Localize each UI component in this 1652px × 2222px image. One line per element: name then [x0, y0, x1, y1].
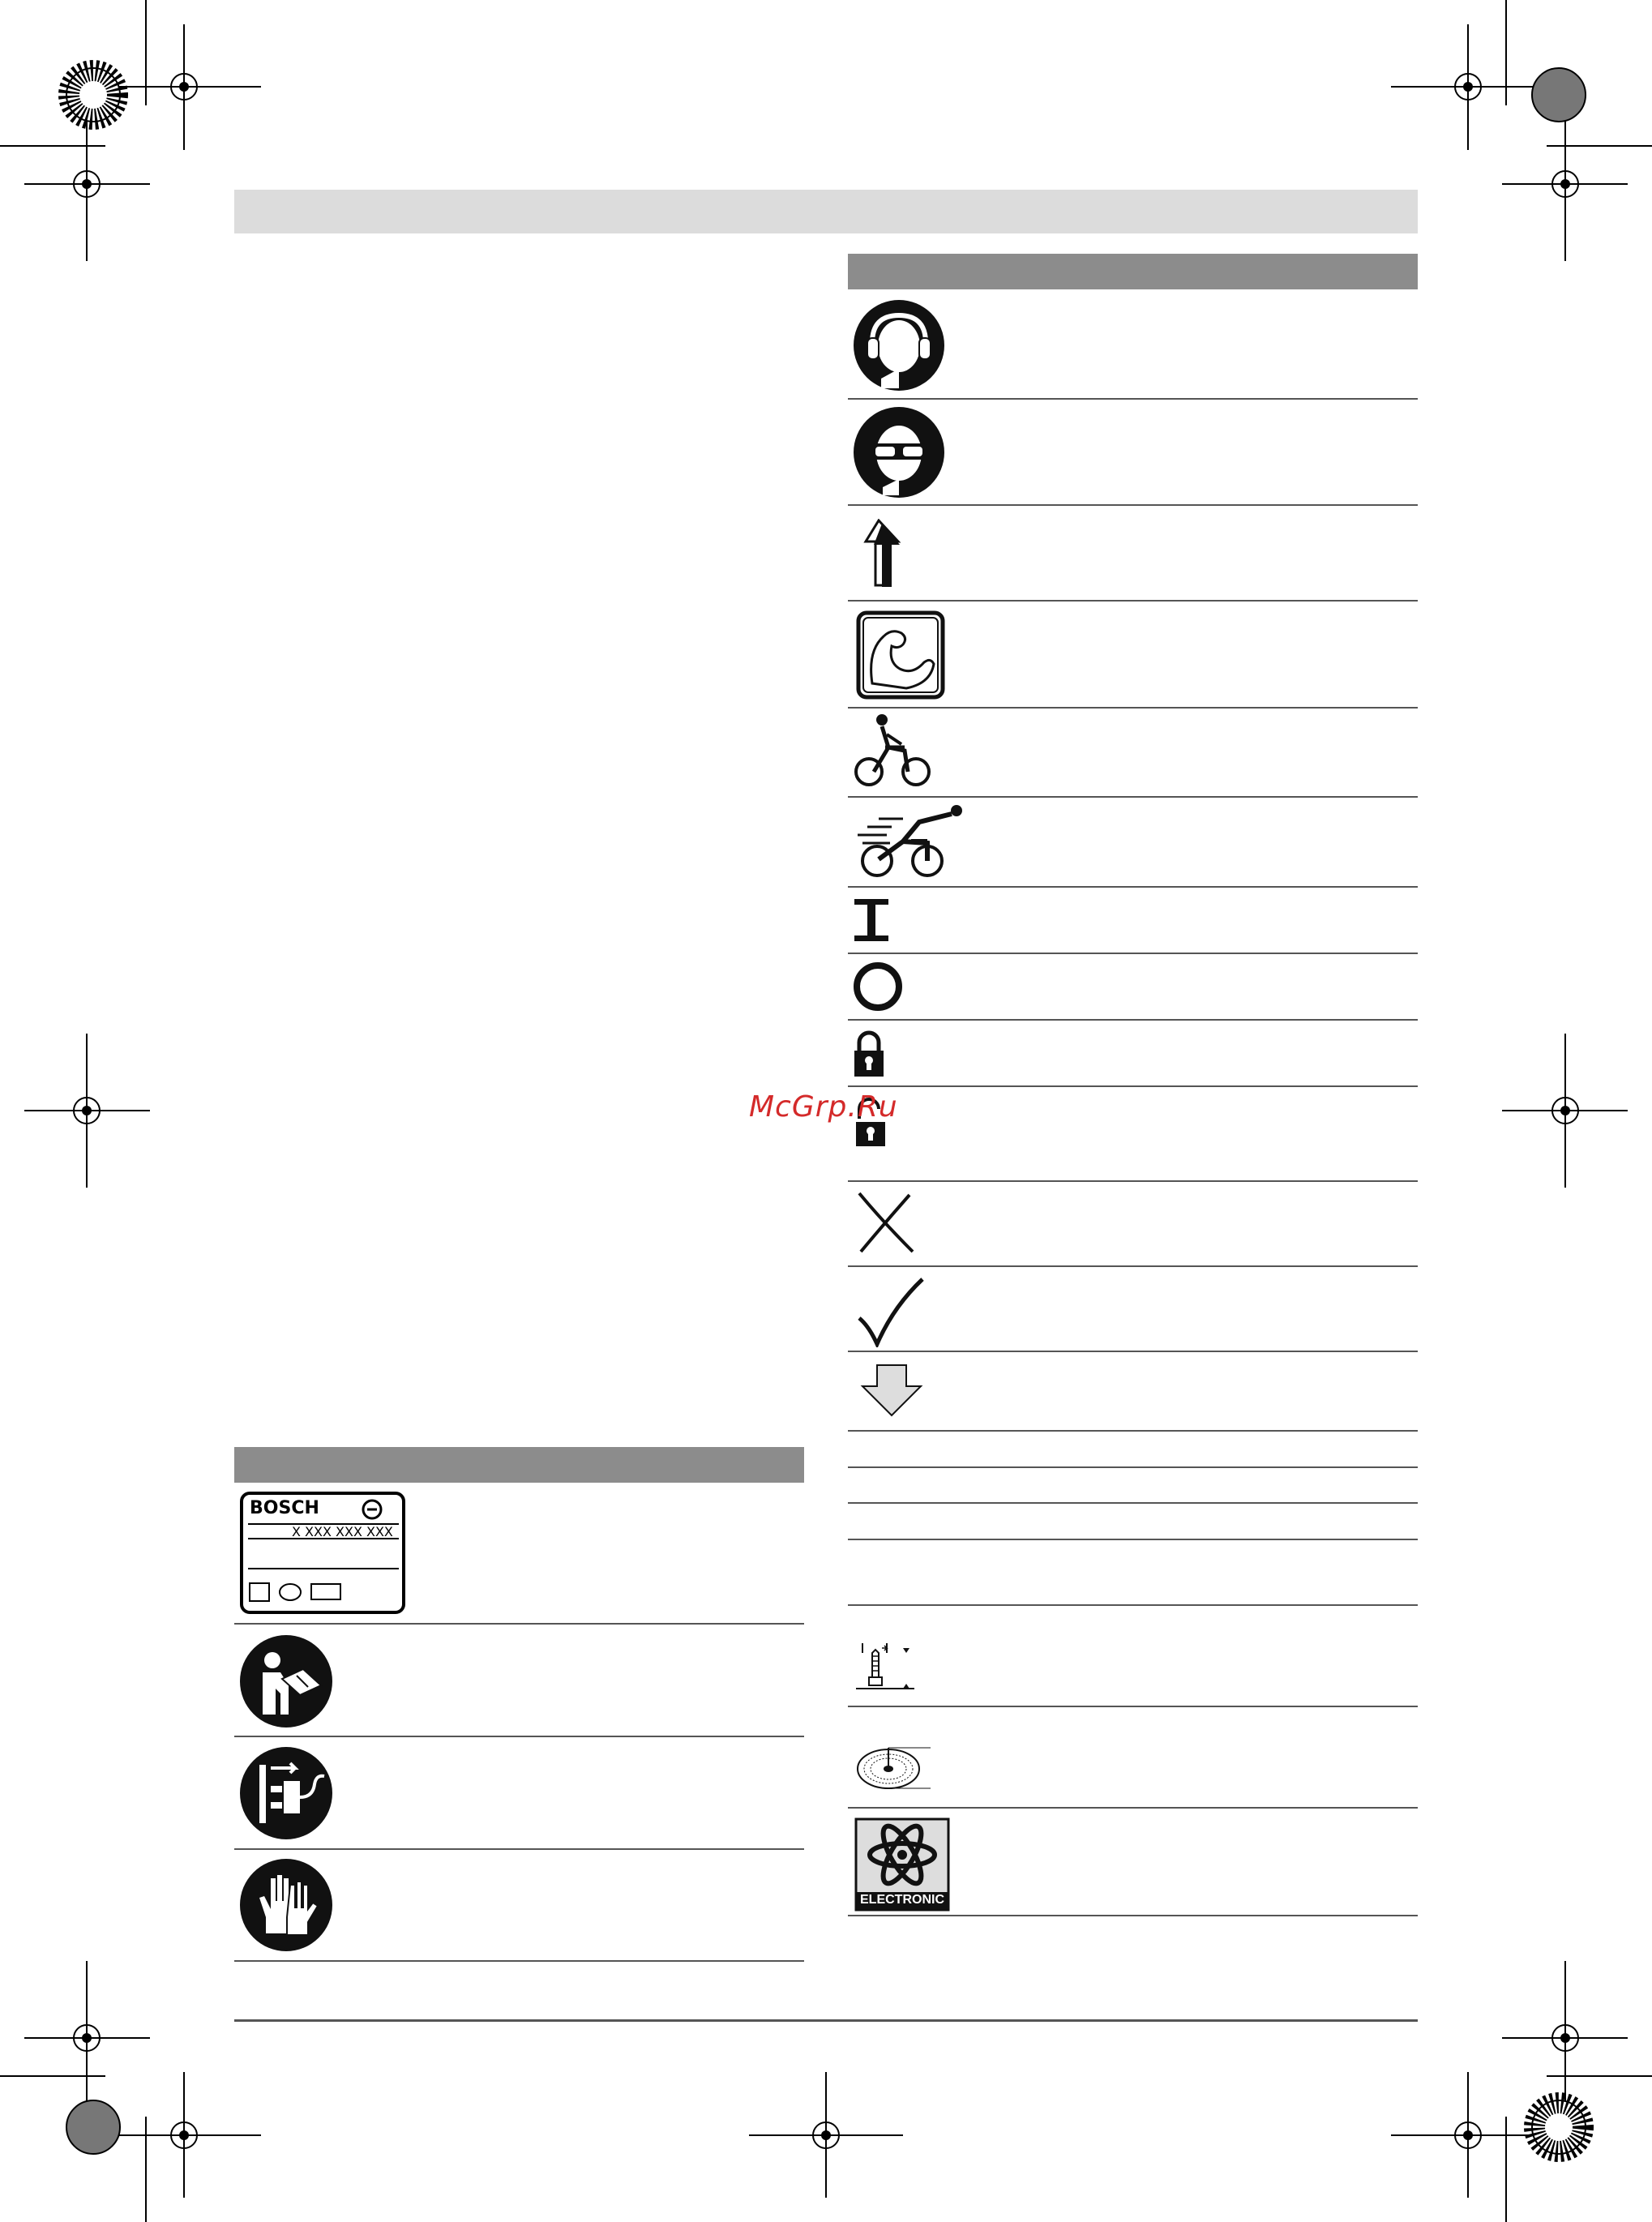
footer-line	[234, 2019, 1418, 2022]
fast-cyclist-icon	[854, 803, 965, 880]
strength-icon	[856, 610, 945, 700]
direction-arrow-icon	[858, 519, 905, 589]
nameplate-number: X XXX XXX XXX	[292, 1524, 393, 1539]
switch-on-icon	[853, 897, 890, 943]
forbidden-icon	[856, 1190, 918, 1255]
blade-diameter-icon	[854, 1740, 932, 1792]
slow-cyclist-icon	[854, 713, 931, 790]
down-arrow-icon	[859, 1364, 924, 1417]
watermark: McGrp.Ru	[749, 1090, 898, 1124]
nameplate-icon	[240, 1492, 405, 1614]
unplug-icon	[238, 1745, 334, 1841]
page-header-bar	[234, 190, 1418, 233]
lock-icon	[853, 1028, 885, 1080]
nameplate-brand: BOSCH	[250, 1498, 319, 1518]
eye-protection-icon	[853, 406, 945, 499]
left-section-bar	[234, 1447, 804, 1483]
switch-off-icon	[853, 961, 903, 1012]
electronic-label: ELECTRONIC	[860, 1893, 944, 1907]
correct-icon	[856, 1278, 929, 1347]
right-section-bar	[848, 254, 1418, 289]
gloves-icon	[238, 1857, 334, 1953]
electronic-icon	[854, 1817, 950, 1912]
ear-protection-icon	[853, 299, 945, 392]
read-manual-icon	[238, 1633, 334, 1729]
depth-stop-icon	[854, 1640, 916, 1695]
